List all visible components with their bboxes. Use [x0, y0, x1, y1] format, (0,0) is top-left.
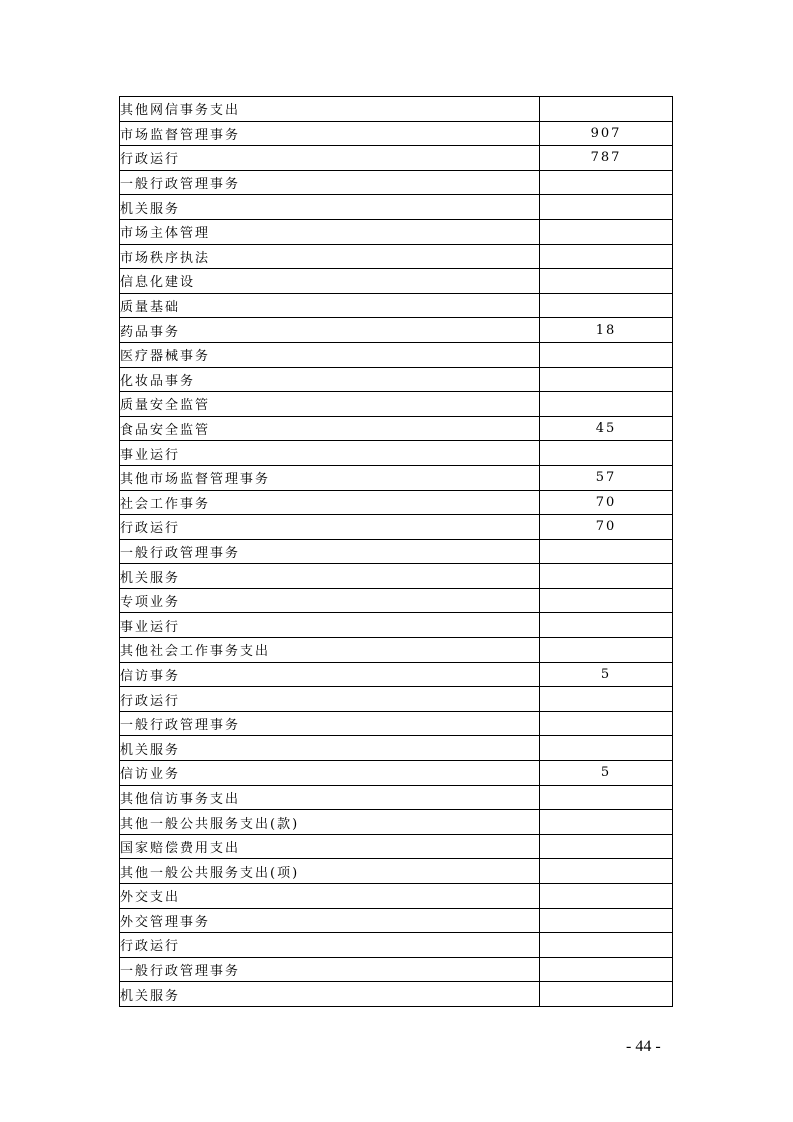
- amount-cell: [540, 908, 673, 933]
- amount-cell: [540, 711, 673, 736]
- item-name-cell: 机关服务: [120, 736, 540, 761]
- item-name-cell: 市场秩序执法: [120, 244, 540, 269]
- amount-cell: [540, 244, 673, 269]
- item-name-cell: 食品安全监管: [120, 416, 540, 441]
- table-row: [120, 219, 673, 244]
- amount-cell: [540, 785, 673, 810]
- amount-cell: [540, 441, 673, 466]
- table-row: [120, 318, 673, 343]
- amount-cell: 787: [540, 146, 673, 171]
- table-row: [120, 810, 673, 835]
- item-name-cell: 一般行政管理事务: [120, 957, 540, 982]
- amount-cell: 907: [540, 121, 673, 146]
- item-name-cell: 事业运行: [120, 441, 540, 466]
- table-row: [120, 146, 673, 171]
- table-row: [120, 785, 673, 810]
- item-name-cell: 国家赔偿费用支出: [120, 834, 540, 859]
- amount-cell: [540, 170, 673, 195]
- item-name-cell: 一般行政管理事务: [120, 711, 540, 736]
- item-name-cell: 质量安全监管: [120, 392, 540, 417]
- item-name-cell: 药品事务: [120, 318, 540, 343]
- table-row: [120, 195, 673, 220]
- item-name-cell: 其他网信事务支出: [120, 97, 540, 122]
- item-name-cell: 机关服务: [120, 564, 540, 589]
- item-name-cell: 市场主体管理: [120, 219, 540, 244]
- table-row: [120, 269, 673, 294]
- item-name-cell: 质量基础: [120, 293, 540, 318]
- item-name-cell: 社会工作事务: [120, 490, 540, 515]
- amount-cell: [540, 957, 673, 982]
- amount-cell: 5: [540, 761, 673, 786]
- item-name-cell: 化妆品事务: [120, 367, 540, 392]
- amount-cell: [540, 392, 673, 417]
- amount-cell: [540, 638, 673, 663]
- amount-cell: [540, 884, 673, 909]
- page-number: - 44 -: [626, 1038, 661, 1055]
- table-row: [120, 761, 673, 786]
- table-row: [120, 121, 673, 146]
- expenditure-table: [119, 96, 673, 1007]
- table-row: [120, 515, 673, 540]
- amount-cell: 5: [540, 662, 673, 687]
- table-row: [120, 662, 673, 687]
- table-row: [120, 834, 673, 859]
- table-row: [120, 465, 673, 490]
- amount-cell: [540, 219, 673, 244]
- item-name-cell: 其他信访事务支出: [120, 785, 540, 810]
- amount-cell: 70: [540, 490, 673, 515]
- item-name-cell: 行政运行: [120, 146, 540, 171]
- item-name-cell: 一般行政管理事务: [120, 539, 540, 564]
- amount-cell: 18: [540, 318, 673, 343]
- item-name-cell: 机关服务: [120, 982, 540, 1007]
- item-name-cell: 行政运行: [120, 515, 540, 540]
- amount-cell: [540, 97, 673, 122]
- table-row: [120, 933, 673, 958]
- item-name-cell: 外交管理事务: [120, 908, 540, 933]
- table-row: [120, 244, 673, 269]
- item-name-cell: 其他一般公共服务支出(款): [120, 810, 540, 835]
- amount-cell: [540, 342, 673, 367]
- amount-cell: [540, 539, 673, 564]
- amount-cell: [540, 834, 673, 859]
- amount-cell: [540, 293, 673, 318]
- table-row: [120, 539, 673, 564]
- amount-cell: [540, 859, 673, 884]
- table-row: [120, 613, 673, 638]
- table-row: [120, 982, 673, 1007]
- item-name-cell: 信息化建设: [120, 269, 540, 294]
- table-row: [120, 859, 673, 884]
- amount-cell: 45: [540, 416, 673, 441]
- amount-cell: [540, 982, 673, 1007]
- amount-cell: [540, 269, 673, 294]
- item-name-cell: 专项业务: [120, 588, 540, 613]
- item-name-cell: 一般行政管理事务: [120, 170, 540, 195]
- item-name-cell: 事业运行: [120, 613, 540, 638]
- item-name-cell: 外交支出: [120, 884, 540, 909]
- table-row: [120, 170, 673, 195]
- item-name-cell: 其他一般公共服务支出(项): [120, 859, 540, 884]
- amount-cell: [540, 736, 673, 761]
- item-name-cell: 机关服务: [120, 195, 540, 220]
- table-row: [120, 687, 673, 712]
- table-row: [120, 638, 673, 663]
- table-row: [120, 588, 673, 613]
- amount-cell: 70: [540, 515, 673, 540]
- amount-cell: [540, 367, 673, 392]
- item-name-cell: 行政运行: [120, 687, 540, 712]
- amount-cell: [540, 613, 673, 638]
- table-row: [120, 957, 673, 982]
- table-row: [120, 490, 673, 515]
- amount-cell: [540, 687, 673, 712]
- table-row: [120, 342, 673, 367]
- table-row: [120, 908, 673, 933]
- item-name-cell: 其他市场监督管理事务: [120, 465, 540, 490]
- table-row: [120, 736, 673, 761]
- table-row: [120, 884, 673, 909]
- amount-cell: [540, 195, 673, 220]
- table-row: [120, 97, 673, 122]
- amount-cell: [540, 588, 673, 613]
- table-row: [120, 711, 673, 736]
- table-body: [120, 97, 673, 1007]
- item-name-cell: 医疗器械事务: [120, 342, 540, 367]
- table-row: [120, 293, 673, 318]
- item-name-cell: 信访业务: [120, 761, 540, 786]
- amount-cell: 57: [540, 465, 673, 490]
- amount-cell: [540, 933, 673, 958]
- amount-cell: [540, 810, 673, 835]
- table-row: [120, 564, 673, 589]
- table-row: [120, 416, 673, 441]
- table-row: [120, 392, 673, 417]
- item-name-cell: 行政运行: [120, 933, 540, 958]
- item-name-cell: 市场监督管理事务: [120, 121, 540, 146]
- table-row: [120, 441, 673, 466]
- table-row: [120, 367, 673, 392]
- amount-cell: [540, 564, 673, 589]
- item-name-cell: 其他社会工作事务支出: [120, 638, 540, 663]
- item-name-cell: 信访事务: [120, 662, 540, 687]
